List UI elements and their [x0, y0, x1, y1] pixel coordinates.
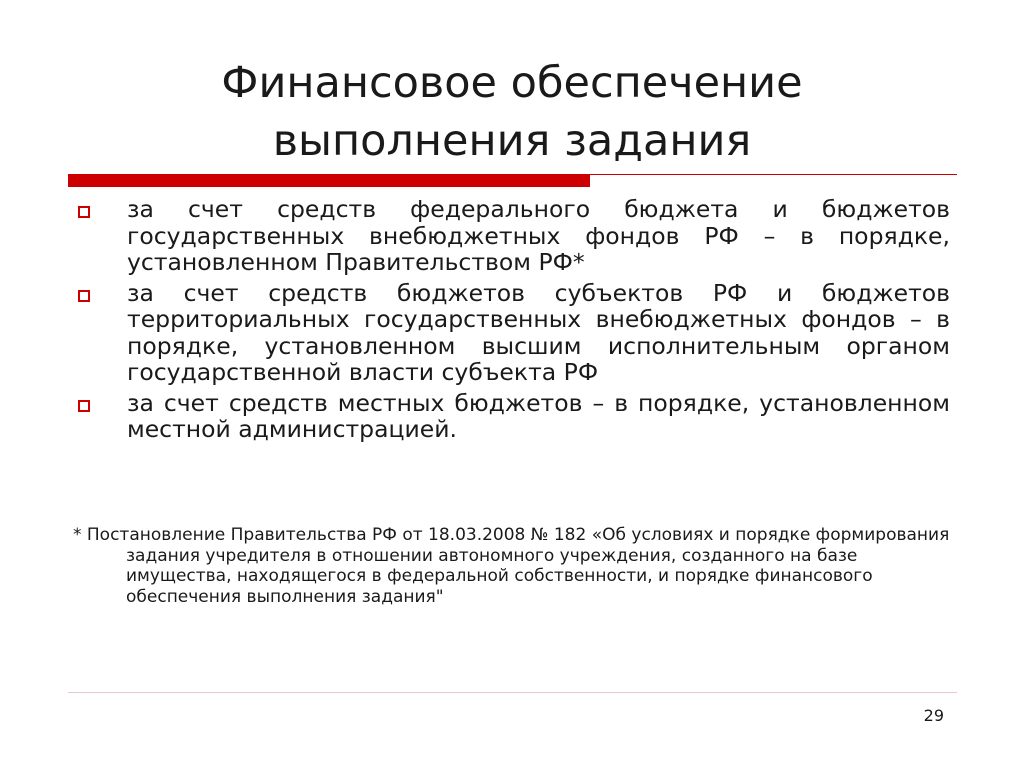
bullet-item-federal — [78, 196, 950, 276]
hollow-square-icon — [78, 206, 90, 218]
hollow-square-icon — [78, 400, 90, 412]
bullet-text-regional: за счет средств бюджетов субъектов РФ и бюджетов территориальных государственных внебюджетных фондов – в порядке, установленном высшим исполнительным органом государственной власти субъекта РФ — [127, 278, 950, 386]
hollow-square-icon — [78, 290, 90, 302]
footer-divider — [68, 692, 957, 693]
footnote: * Постановление Правительства РФ от 18.03.2008 № 182 «Об условиях и порядке формирования задания учредителя в отношении автономного учреждения, созданного на базе имущества, находящегося в федеральной собственности, и порядке финансового обеспечения выполнения задания" — [73, 525, 950, 607]
slide-title-line1: Финансовое обеспечение — [221, 58, 803, 108]
bullet-text-local: за счет средств местных бюджетов – в порядке, установленном местной администрацией. — [127, 388, 950, 443]
slide-title-line2: выполнения задания — [272, 116, 752, 166]
bullet-item-regional — [78, 280, 950, 386]
title-underline-thick — [68, 174, 590, 187]
bullet-text-federal: за счет средств федерального бюджета и бюджетов государственных внебюджетных фондов РФ – в порядке, установленном Правительством РФ* — [127, 195, 950, 276]
title-underline-thin — [590, 174, 957, 175]
slide-title — [0, 54, 1024, 170]
page-number: 29 — [923, 706, 944, 725]
bullet-item-local — [78, 390, 950, 443]
bullet-list — [78, 196, 950, 447]
